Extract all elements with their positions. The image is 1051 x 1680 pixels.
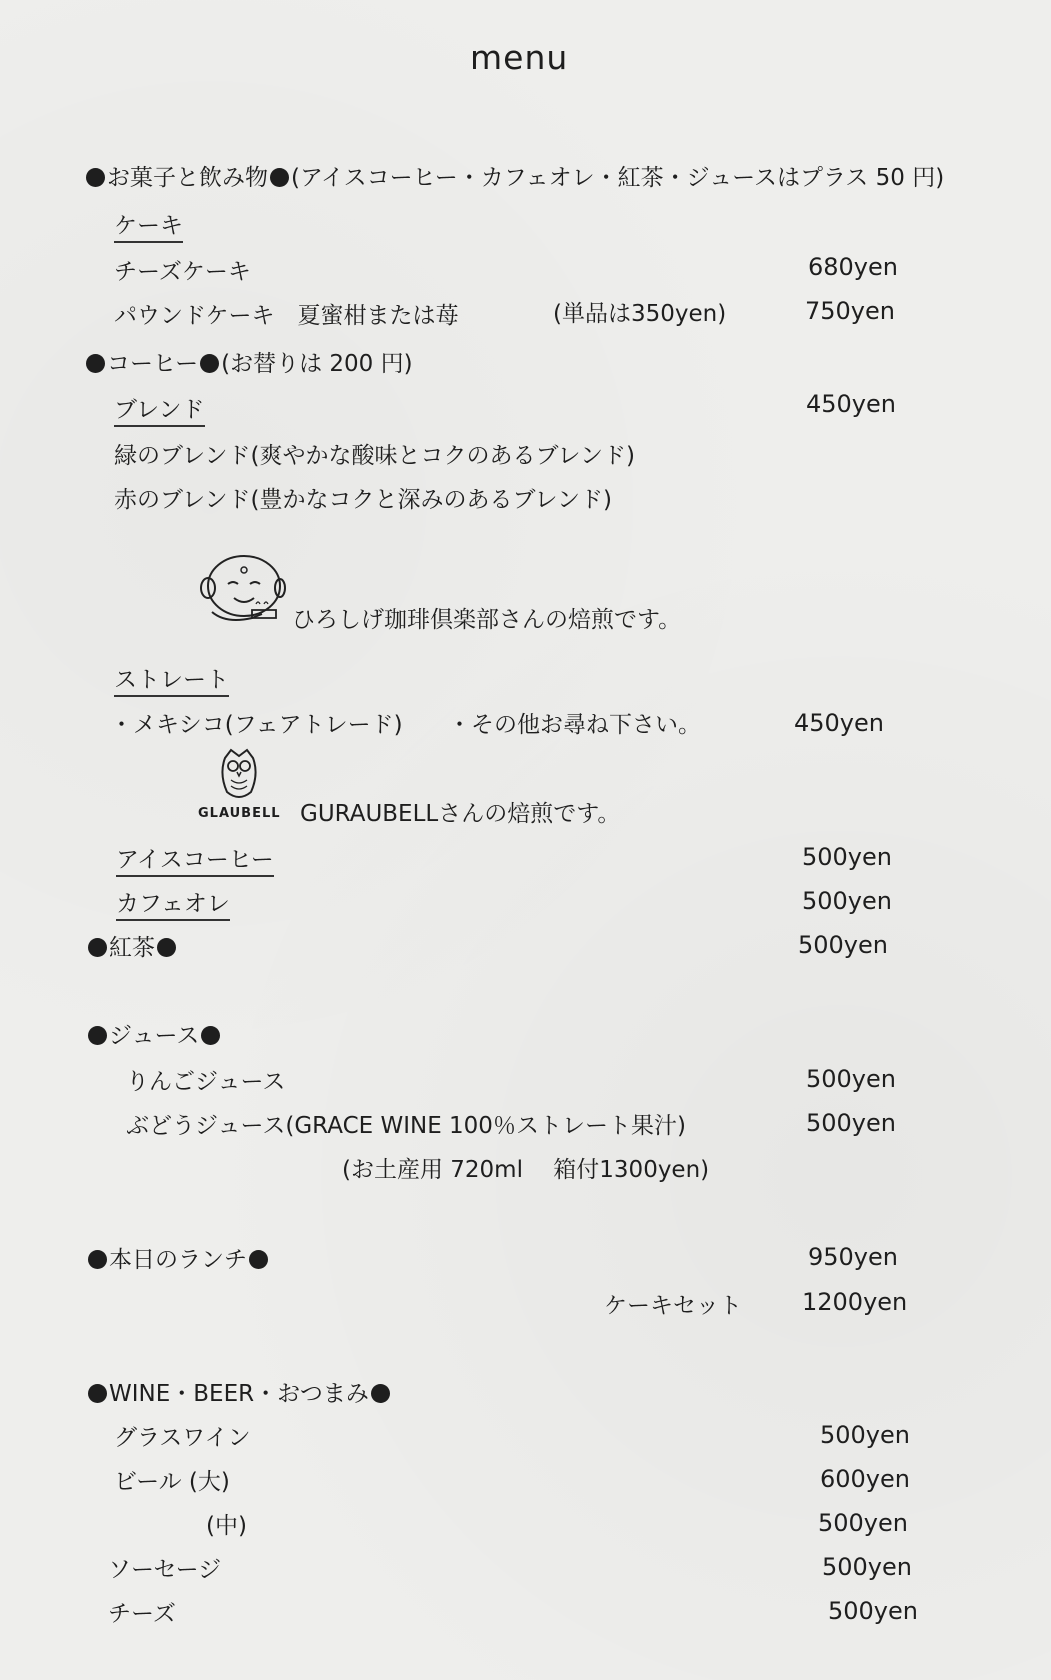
food-sausage-price: 500yen — [822, 1553, 912, 1581]
juice-souvenir: (お土産用 720ml 箱付1300yen) — [342, 1157, 710, 1183]
cafeole-price: 500yen — [802, 887, 892, 915]
menu-item-name: チーズケーキ — [114, 259, 251, 285]
juice-grape-price: 500yen — [806, 1109, 896, 1137]
food-cheese-price: 500yen — [828, 1597, 918, 1625]
blend-label: ブレンド — [114, 396, 205, 427]
menu-item-note: (単品は350yen) — [553, 301, 727, 327]
blend-price: 450yen — [806, 390, 896, 418]
roaster-hiroshige: ひろしげ珈琲倶楽部さんの焙煎です。 — [292, 607, 682, 633]
bullet-dot-icon — [157, 938, 176, 957]
menu-item-price: 680yen — [808, 253, 898, 281]
bullet-dot-icon — [88, 938, 107, 957]
menu-item-price: 750yen — [805, 297, 895, 325]
owl-logo-icon — [217, 748, 261, 802]
blend-red: 赤のブレンド(豊かなコクと深みのあるブレンド) — [114, 487, 612, 513]
drink-beer-medium-price: 500yen — [818, 1509, 908, 1537]
cake-set-label: ケーキセット — [604, 1293, 742, 1319]
mascot-face-icon — [194, 548, 286, 630]
drink-glass-wine-price: 500yen — [820, 1421, 910, 1449]
iced-coffee-price: 500yen — [802, 843, 892, 871]
straight-price: 450yen — [794, 709, 884, 737]
menu-item-name: パウンドケーキ 夏蜜柑または苺 — [114, 303, 459, 329]
lunch-price: 950yen — [808, 1243, 898, 1271]
section-juice-heading: ジュース — [86, 1022, 222, 1050]
juice-apple: りんごジュース — [126, 1069, 286, 1095]
straight-mexico: ・メキシコ(フェアトレード) — [110, 712, 403, 738]
glaubell-logo: GLAUBELL — [198, 806, 281, 821]
bullet-dot-icon — [201, 1026, 220, 1045]
section-sweets-heading: お菓子と飲み物 (アイスコーヒー・カフェオレ・紅茶・ジュースはプラス 50 円) — [84, 164, 944, 192]
bullet-dot-icon — [270, 168, 289, 187]
section-drinks-heading: WINE・BEER・おつまみ — [86, 1380, 392, 1408]
cafeole-label: カフェオレ — [116, 890, 230, 921]
coffee-note: (お替りは 200 円) — [221, 351, 413, 377]
roaster-guraubell: GURAUBELLさんの焙煎です。 — [300, 801, 621, 827]
bullet-dot-icon — [249, 1250, 268, 1269]
bullet-dot-icon — [86, 354, 105, 373]
drink-beer-large-price: 600yen — [820, 1465, 910, 1493]
blend-green: 緑のブレンド(爽やかな酸味とコクのあるブレンド) — [114, 443, 635, 469]
juice-grape: ぶどうジュース(GRACE WINE 100％ストレート果汁) — [126, 1113, 686, 1139]
menu-title: menu — [470, 38, 569, 77]
cake-set-price: 1200yen — [802, 1288, 908, 1316]
juice-apple-price: 500yen — [806, 1065, 896, 1093]
bullet-dot-icon — [200, 354, 219, 373]
straight-label: ストレート — [114, 666, 229, 697]
bullet-dot-icon — [86, 168, 105, 187]
tea-price: 500yen — [798, 931, 888, 959]
food-cheese: チーズ — [108, 1601, 176, 1627]
drink-glass-wine: グラスワイン — [114, 1425, 251, 1451]
section-lunch-heading: 本日のランチ — [86, 1246, 270, 1274]
drink-beer-medium: (中) — [206, 1513, 247, 1539]
iced-coffee-label: アイスコーヒー — [116, 846, 274, 877]
section-tea-heading: 紅茶 — [86, 934, 178, 962]
bullet-dot-icon — [88, 1384, 107, 1403]
straight-other: ・その他お尋ね下さい。 — [448, 712, 701, 738]
drink-beer-large: ビール (大) — [114, 1469, 230, 1495]
section-coffee-heading: コーヒー (お替りは 200 円) — [84, 350, 413, 378]
bullet-dot-icon — [88, 1026, 107, 1045]
cake-label: ケーキ — [114, 212, 183, 243]
bullet-dot-icon — [88, 1250, 107, 1269]
food-sausage: ソーセージ — [108, 1557, 222, 1583]
bullet-dot-icon — [371, 1384, 390, 1403]
sweets-note: (アイスコーヒー・カフェオレ・紅茶・ジュースはプラス 50 円) — [291, 165, 945, 191]
